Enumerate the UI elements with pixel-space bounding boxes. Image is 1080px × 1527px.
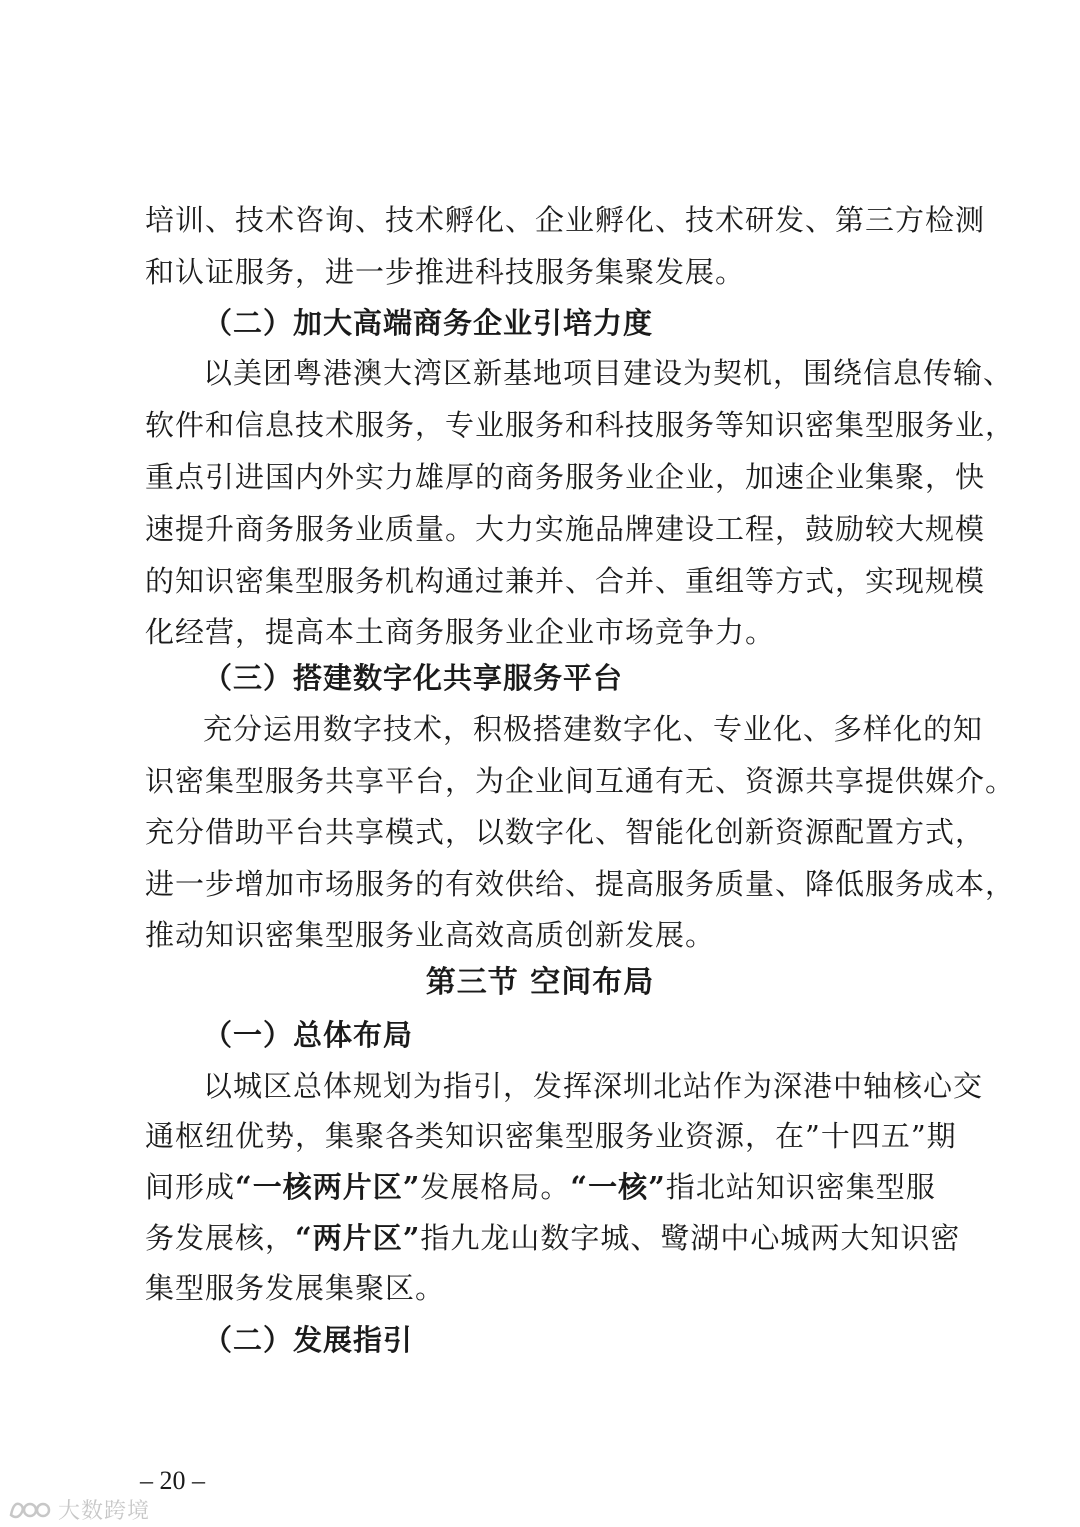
paragraph-line: 充分借助平台共享模式，以数字化、智能化创新资源配置方式， [145, 815, 986, 849]
page-number: – 20 – [140, 1466, 205, 1495]
emphasis-text: “一核” [570, 1170, 666, 1204]
paragraph-line: 的知识密集型服务机构通过兼并、合并、重组等方式，实现规模 [145, 564, 986, 598]
paragraph-line: 速提升商务服务业质量。大力实施品牌建设工程，鼓励较大规模 [145, 512, 986, 546]
paragraph-line [145, 1218, 961, 1258]
paragraph-line: 推动知识密集型服务业高效高质创新发展。 [145, 918, 716, 952]
text-run: 间形成 [145, 1170, 236, 1204]
subsection-heading: （二）加大高端商务企业引培力度 [203, 306, 654, 340]
paragraph-line: 化经营，提高本土商务服务业企业市场竞争力。 [145, 615, 776, 649]
paragraph-line: 充分运用数字技术，积极搭建数字化、专业化、多样化的知 [203, 712, 984, 746]
paragraph-line: 和认证服务，进一步推进科技服务集聚发展。 [145, 255, 746, 289]
paragraph-line: 识密集型服务共享平台，为企业间互通有无、资源共享提供媒介。 [145, 764, 1016, 798]
paragraph-line: 重点引进国内外实力雄厚的商务服务业企业，加速企业集聚，快 [145, 460, 986, 494]
text-run: 指九龙山数字城、鹭湖中心城两大知识密 [420, 1221, 961, 1255]
subsection-heading: （二）发展指引 [203, 1323, 414, 1357]
emphasis-text: “两片区” [295, 1221, 421, 1255]
section-title: 第三节 空间布局 [425, 965, 655, 1000]
text-run: 务发展核， [145, 1221, 296, 1255]
paragraph-line: 通枢纽优势，集聚各类知识密集型服务业资源，在”十四五”期 [145, 1119, 957, 1153]
watermark [8, 1494, 150, 1524]
paragraph-line: 软件和信息技术服务，专业服务和科技服务等知识密集型服务业， [145, 408, 1016, 442]
paragraph-line: 培训、技术咨询、技术孵化、企业孵化、技术研发、第三方检测 [145, 203, 986, 237]
paragraph-line: 以城区总体规划为指引，发挥深圳北站作为深港中轴核心交 [203, 1069, 984, 1103]
paragraph-line: 以美团粤港澳大湾区新基地项目建设为契机，围绕信息传输、 [203, 356, 1014, 390]
subsection-heading: （三）搭建数字化共享服务平台 [203, 661, 624, 695]
subsection-heading: （一）总体布局 [203, 1018, 414, 1052]
emphasis-text: “一核两片区” [235, 1170, 421, 1204]
brand-logo-icon [8, 1496, 52, 1522]
paragraph-line: 进一步增加市场服务的有效供给、提高服务质量、降低服务成本， [145, 867, 1016, 901]
paragraph-line [145, 1167, 945, 1207]
watermark-text: 大数跨境 [58, 1498, 151, 1524]
text-run: 指北站知识密集型服 [665, 1170, 936, 1204]
text-run: 发展格局。 [420, 1170, 571, 1204]
paragraph-line: 集型服务发展集聚区。 [145, 1271, 446, 1305]
